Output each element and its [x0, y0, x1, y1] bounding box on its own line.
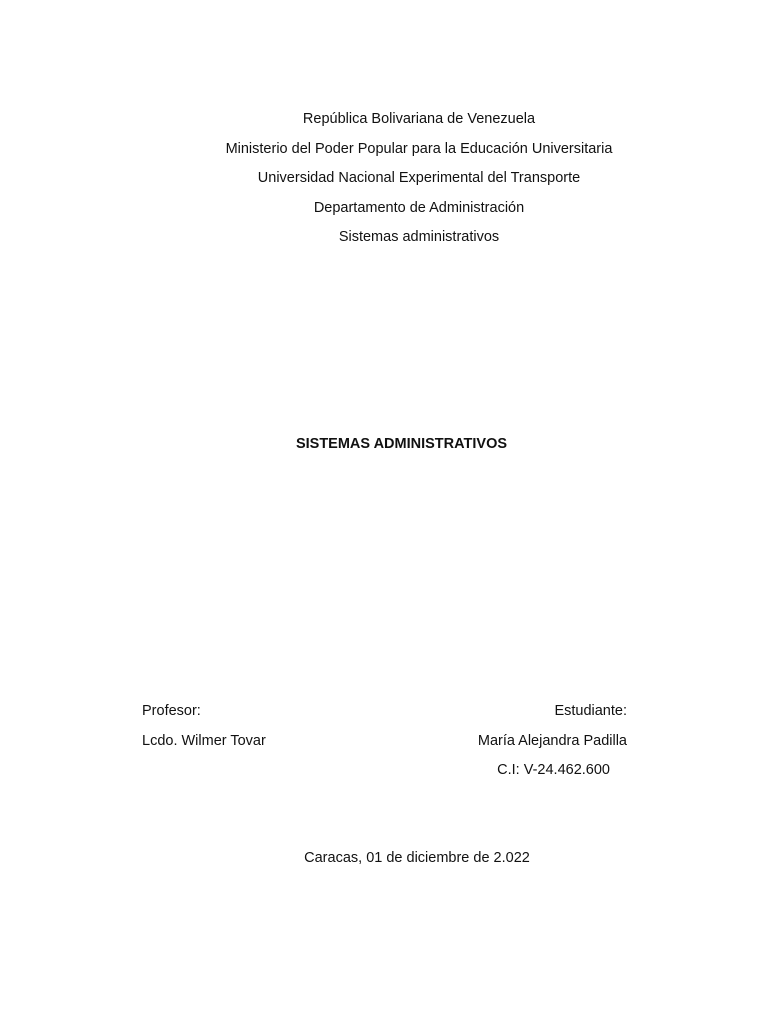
student-id: C.I: V-24.462.600 — [497, 762, 610, 778]
header-ministry: Ministerio del Poder Popular para la Educación Universitaria — [225, 140, 613, 157]
place-and-date: Caracas, 01 de diciembre de 2.022 — [304, 850, 530, 866]
student-name: María Alejandra Padilla — [477, 732, 627, 749]
header-department: Departamento de Administración — [313, 199, 525, 216]
document-title: SISTEMAS ADMINISTRATIVOS — [295, 436, 508, 452]
header-university: Universidad Nacional Experimental del Transporte — [257, 170, 581, 186]
header-republic: República Bolivariana de Venezuela — [302, 111, 536, 127]
professor-name: Lcdo. Wilmer Tovar — [142, 732, 266, 749]
student-block — [478, 700, 627, 789]
student-label: Estudiante: — [554, 703, 627, 719]
professor-block — [142, 700, 266, 759]
professor-label: Profesor: — [142, 703, 201, 719]
institution-header — [0, 108, 768, 256]
header-subject: Sistemas administrativos — [338, 229, 500, 245]
